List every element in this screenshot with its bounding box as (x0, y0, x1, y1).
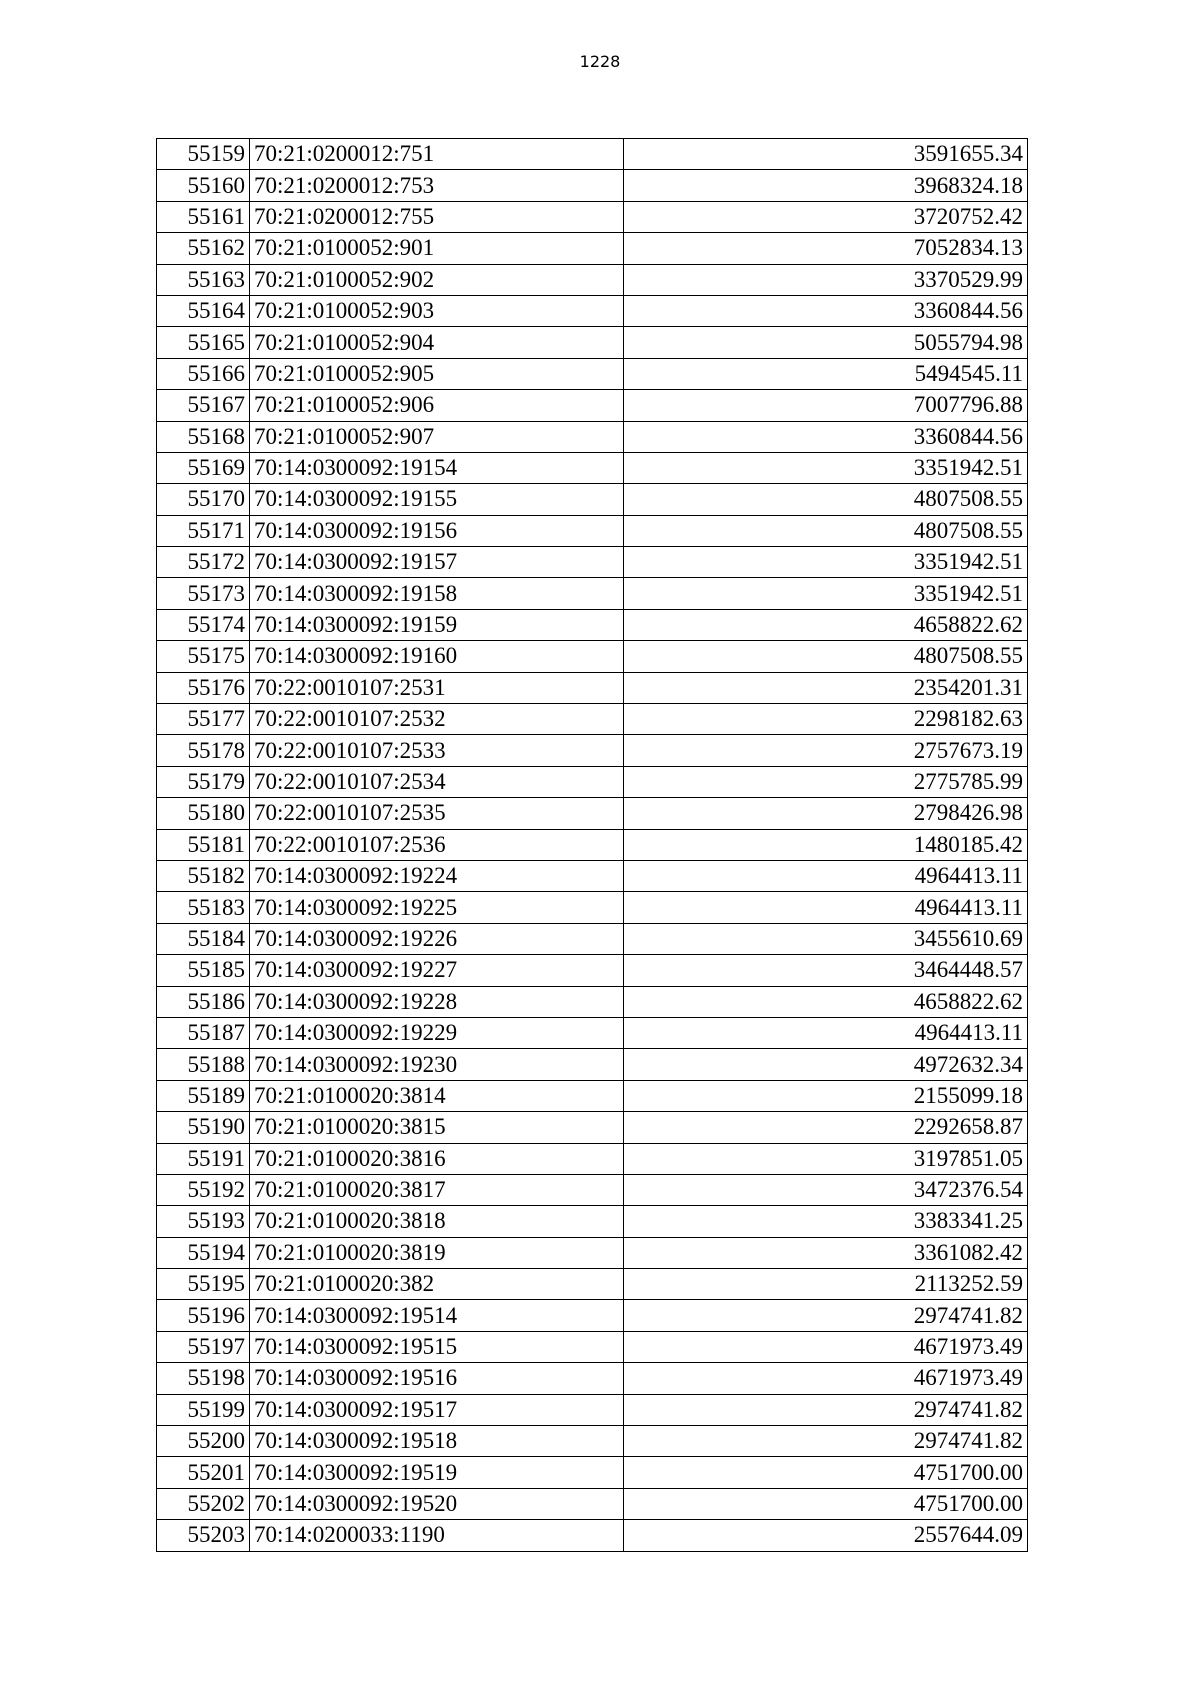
cadastral-number-cell: 70:14:0300092:19518 (250, 1426, 624, 1457)
cadastral-value-cell: 4671973.49 (624, 1331, 1028, 1362)
row-number-cell: 55184 (157, 923, 250, 954)
cadastral-number-cell: 70:22:0010107:2531 (250, 672, 624, 703)
cadastral-value-cell: 4658822.62 (624, 986, 1028, 1017)
table-row (157, 1300, 1028, 1331)
cadastral-value-cell: 3464448.57 (624, 955, 1028, 986)
cadastral-value-cell: 3370529.99 (624, 264, 1028, 295)
table-row (157, 892, 1028, 923)
cadastral-number-cell: 70:21:0100020:3814 (250, 1080, 624, 1111)
row-number-cell: 55189 (157, 1080, 250, 1111)
row-number-cell: 55200 (157, 1426, 250, 1457)
row-number-cell: 55188 (157, 1049, 250, 1080)
row-number-cell: 55163 (157, 264, 250, 295)
table-row (157, 860, 1028, 891)
cadastral-value-cell: 2757673.19 (624, 735, 1028, 766)
row-number-cell: 55171 (157, 515, 250, 546)
row-number-cell: 55179 (157, 766, 250, 797)
row-number-cell: 55181 (157, 829, 250, 860)
cadastral-value-cell: 2974741.82 (624, 1426, 1028, 1457)
cadastral-number-cell: 70:14:0300092:19515 (250, 1331, 624, 1362)
cadastral-number-cell: 70:14:0300092:19156 (250, 515, 624, 546)
cadastral-number-cell: 70:14:0200033:1190 (250, 1520, 624, 1551)
cadastral-value-cell: 2974741.82 (624, 1394, 1028, 1425)
table-row (157, 609, 1028, 640)
table-row (157, 1331, 1028, 1362)
cadastral-number-cell: 70:14:0300092:19516 (250, 1363, 624, 1394)
table-row (157, 672, 1028, 703)
row-number-cell: 55182 (157, 860, 250, 891)
cadastral-number-cell: 70:21:0100052:901 (250, 233, 624, 264)
cadastral-number-cell: 70:14:0300092:19154 (250, 452, 624, 483)
table-row (157, 955, 1028, 986)
cadastral-number-cell: 70:14:0300092:19230 (250, 1049, 624, 1080)
cadastral-number-cell: 70:22:0010107:2536 (250, 829, 624, 860)
cadastral-value-cell: 7007796.88 (624, 390, 1028, 421)
table-row (157, 1017, 1028, 1048)
table-row (157, 295, 1028, 326)
table-row (157, 484, 1028, 515)
cadastral-value-cell: 3351942.51 (624, 547, 1028, 578)
table-row (157, 1426, 1028, 1457)
table-row (157, 735, 1028, 766)
table-body (157, 139, 1028, 1552)
table-row (157, 986, 1028, 1017)
table-row (157, 923, 1028, 954)
cadastral-value-cell: 4964413.11 (624, 1017, 1028, 1048)
cadastral-number-cell: 70:21:0100052:907 (250, 421, 624, 452)
cadastral-number-cell: 70:14:0300092:19160 (250, 641, 624, 672)
table-row (157, 1143, 1028, 1174)
cadastral-value-cell: 4972632.34 (624, 1049, 1028, 1080)
cadastral-value-cell: 2354201.31 (624, 672, 1028, 703)
table-row (157, 704, 1028, 735)
cadastral-value-cell: 4671973.49 (624, 1363, 1028, 1394)
row-number-cell: 55162 (157, 233, 250, 264)
cadastral-value-cell: 3360844.56 (624, 421, 1028, 452)
cadastral-value-cell: 2298182.63 (624, 704, 1028, 735)
cadastral-value-cell: 4964413.11 (624, 892, 1028, 923)
cadastral-number-cell: 70:21:0200012:753 (250, 170, 624, 201)
cadastral-value-cell: 3472376.54 (624, 1174, 1028, 1205)
cadastral-number-cell: 70:14:0300092:19224 (250, 860, 624, 891)
cadastral-value-cell: 1480185.42 (624, 829, 1028, 860)
row-number-cell: 55193 (157, 1206, 250, 1237)
cadastral-number-cell: 70:14:0300092:19157 (250, 547, 624, 578)
cadastral-value-cell: 3351942.51 (624, 452, 1028, 483)
table-row (157, 421, 1028, 452)
row-number-cell: 55167 (157, 390, 250, 421)
cadastral-value-cell: 3383341.25 (624, 1206, 1028, 1237)
row-number-cell: 55169 (157, 452, 250, 483)
cadastral-number-cell: 70:22:0010107:2532 (250, 704, 624, 735)
cadastral-number-cell: 70:21:0200012:755 (250, 201, 624, 232)
table-row (157, 1457, 1028, 1488)
table-row (157, 233, 1028, 264)
cadastral-number-cell: 70:21:0100020:3819 (250, 1237, 624, 1268)
table-row (157, 264, 1028, 295)
cadastral-value-cell: 4807508.55 (624, 641, 1028, 672)
row-number-cell: 55199 (157, 1394, 250, 1425)
cadastral-number-cell: 70:14:0300092:19158 (250, 578, 624, 609)
row-number-cell: 55195 (157, 1269, 250, 1300)
cadastral-number-cell: 70:14:0300092:19517 (250, 1394, 624, 1425)
row-number-cell: 55168 (157, 421, 250, 452)
cadastral-number-cell: 70:21:0100052:902 (250, 264, 624, 295)
row-number-cell: 55180 (157, 798, 250, 829)
row-number-cell: 55185 (157, 955, 250, 986)
table-row (157, 1520, 1028, 1551)
cadastral-value-cell: 7052834.13 (624, 233, 1028, 264)
table-row (157, 798, 1028, 829)
cadastral-number-cell: 70:14:0300092:19514 (250, 1300, 624, 1331)
row-number-cell: 55197 (157, 1331, 250, 1362)
row-number-cell: 55190 (157, 1112, 250, 1143)
row-number-cell: 55175 (157, 641, 250, 672)
cadastral-value-cell: 4807508.55 (624, 515, 1028, 546)
cadastral-value-cell: 3455610.69 (624, 923, 1028, 954)
table-row (157, 139, 1028, 170)
cadastral-number-cell: 70:21:0100020:3818 (250, 1206, 624, 1237)
table-row (157, 327, 1028, 358)
cadastral-number-cell: 70:14:0300092:19519 (250, 1457, 624, 1488)
row-number-cell: 55174 (157, 609, 250, 640)
row-number-cell: 55178 (157, 735, 250, 766)
cadastral-number-cell: 70:22:0010107:2533 (250, 735, 624, 766)
row-number-cell: 55196 (157, 1300, 250, 1331)
table-row (157, 515, 1028, 546)
cadastral-value-cell: 3197851.05 (624, 1143, 1028, 1174)
cadastral-value-cell: 2974741.82 (624, 1300, 1028, 1331)
cadastral-value-cell: 2775785.99 (624, 766, 1028, 797)
cadastral-number-cell: 70:14:0300092:19520 (250, 1488, 624, 1519)
cadastral-value-cell: 5494545.11 (624, 358, 1028, 389)
cadastral-value-cell: 3720752.42 (624, 201, 1028, 232)
cadastral-number-cell: 70:22:0010107:2535 (250, 798, 624, 829)
row-number-cell: 55172 (157, 547, 250, 578)
row-number-cell: 55192 (157, 1174, 250, 1205)
table-row (157, 1206, 1028, 1237)
cadastral-number-cell: 70:14:0300092:19228 (250, 986, 624, 1017)
cadastral-number-cell: 70:21:0100020:3816 (250, 1143, 624, 1174)
cadastral-value-cell: 2292658.87 (624, 1112, 1028, 1143)
table-row (157, 1488, 1028, 1519)
row-number-cell: 55170 (157, 484, 250, 515)
table-row (157, 1237, 1028, 1268)
table-row (157, 1174, 1028, 1205)
table-row (157, 1394, 1028, 1425)
row-number-cell: 55159 (157, 139, 250, 170)
cadastral-number-cell: 70:21:0100020:3815 (250, 1112, 624, 1143)
table-row (157, 390, 1028, 421)
table-row (157, 1112, 1028, 1143)
cadastral-value-cell: 4751700.00 (624, 1488, 1028, 1519)
cadastral-value-cell: 3361082.42 (624, 1237, 1028, 1268)
table-row (157, 547, 1028, 578)
row-number-cell: 55191 (157, 1143, 250, 1174)
row-number-cell: 55177 (157, 704, 250, 735)
cadastral-value-table (156, 138, 1028, 1552)
row-number-cell: 55198 (157, 1363, 250, 1394)
row-number-cell: 55203 (157, 1520, 250, 1551)
row-number-cell: 55202 (157, 1488, 250, 1519)
table-row (157, 766, 1028, 797)
cadastral-value-cell: 4807508.55 (624, 484, 1028, 515)
page-number: 1228 (579, 52, 621, 71)
cadastral-number-cell: 70:14:0300092:19227 (250, 955, 624, 986)
cadastral-number-cell: 70:21:0100052:906 (250, 390, 624, 421)
cadastral-number-cell: 70:14:0300092:19225 (250, 892, 624, 923)
table-row (157, 1049, 1028, 1080)
row-number-cell: 55160 (157, 170, 250, 201)
row-number-cell: 55176 (157, 672, 250, 703)
cadastral-number-cell: 70:14:0300092:19229 (250, 1017, 624, 1048)
table-row (157, 641, 1028, 672)
cadastral-number-cell: 70:22:0010107:2534 (250, 766, 624, 797)
cadastral-value-cell: 2798426.98 (624, 798, 1028, 829)
row-number-cell: 55166 (157, 358, 250, 389)
cadastral-number-cell: 70:21:0100020:382 (250, 1269, 624, 1300)
row-number-cell: 55164 (157, 295, 250, 326)
cadastral-value-cell: 3360844.56 (624, 295, 1028, 326)
cadastral-value-cell: 2155099.18 (624, 1080, 1028, 1111)
row-number-cell: 55186 (157, 986, 250, 1017)
table-row (157, 1080, 1028, 1111)
cadastral-number-cell: 70:21:0100052:904 (250, 327, 624, 358)
row-number-cell: 55183 (157, 892, 250, 923)
cadastral-value-cell: 3968324.18 (624, 170, 1028, 201)
cadastral-number-cell: 70:14:0300092:19226 (250, 923, 624, 954)
row-number-cell: 55201 (157, 1457, 250, 1488)
cadastral-value-cell: 3591655.34 (624, 139, 1028, 170)
row-number-cell: 55194 (157, 1237, 250, 1268)
table-row (157, 201, 1028, 232)
cadastral-value-cell: 4658822.62 (624, 609, 1028, 640)
cadastral-number-cell: 70:21:0200012:751 (250, 139, 624, 170)
row-number-cell: 55173 (157, 578, 250, 609)
table-row (157, 1363, 1028, 1394)
cadastral-number-cell: 70:14:0300092:19159 (250, 609, 624, 640)
table-row (157, 578, 1028, 609)
table-row (157, 829, 1028, 860)
cadastral-number-cell: 70:14:0300092:19155 (250, 484, 624, 515)
row-number-cell: 55161 (157, 201, 250, 232)
cadastral-number-cell: 70:21:0100020:3817 (250, 1174, 624, 1205)
table-row (157, 170, 1028, 201)
cadastral-value-cell: 4964413.11 (624, 860, 1028, 891)
cadastral-value-cell: 2113252.59 (624, 1269, 1028, 1300)
cadastral-number-cell: 70:21:0100052:903 (250, 295, 624, 326)
cadastral-value-cell: 5055794.98 (624, 327, 1028, 358)
row-number-cell: 55187 (157, 1017, 250, 1048)
table-row (157, 452, 1028, 483)
cadastral-value-cell: 3351942.51 (624, 578, 1028, 609)
row-number-cell: 55165 (157, 327, 250, 358)
cadastral-value-cell: 2557644.09 (624, 1520, 1028, 1551)
cadastral-number-cell: 70:21:0100052:905 (250, 358, 624, 389)
table-row (157, 358, 1028, 389)
cadastral-value-cell: 4751700.00 (624, 1457, 1028, 1488)
table-row (157, 1269, 1028, 1300)
